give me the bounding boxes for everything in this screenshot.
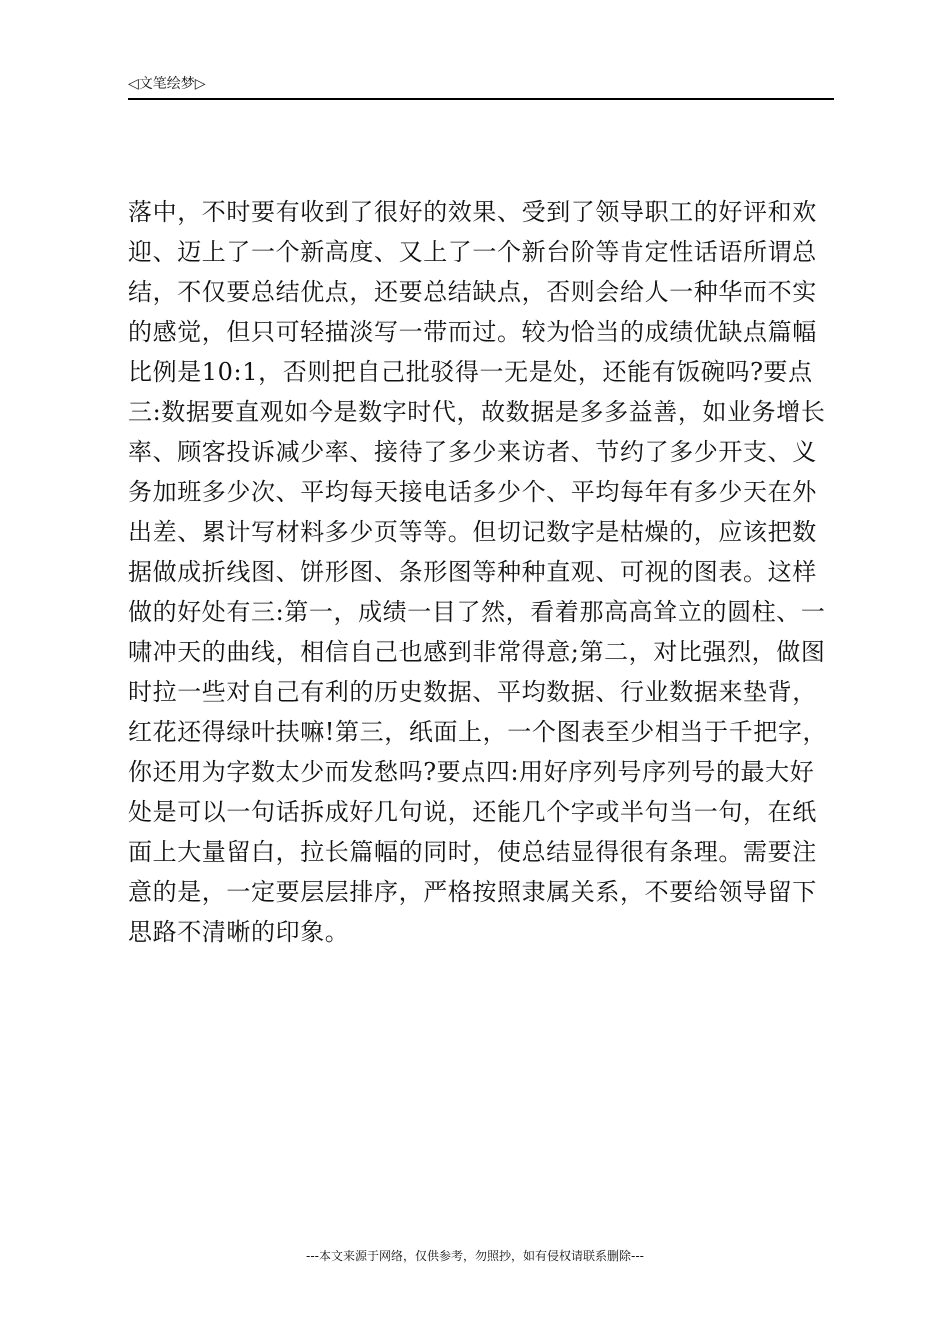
page-header <box>128 74 834 100</box>
footer-notice: ---本文来源于网络，仅供参考，勿照抄，如有侵权请联系删除--- <box>306 1249 644 1263</box>
body-paragraph: 落中，不时要有收到了很好的效果、受到了领导职工的好评和欢迎、迈上了一个新高度、又上了一个新台阶等肯定性话语所谓总结，不仅要总结优点，还要总结缺点，否则会给人一种华而不实的感觉，但只可轻描淡写一带而过。较为恰当的成绩优缺点篇幅比例是10:1，否则把自己批驳得一无是处，还能有饭碗吗?要点三:数据要直观如今是数字时代，故数据是多多益善，如业务增长率、顾客投诉减少率、接待了多少来访者、节约了多少开支、义务加班多少次、平均每天接电话多少个、平均每年有多少天在外出差、累计写材料多少页等等。但切记数字是枯燥的，应该把数据做成折线图、饼形图、条形图等种种直观、可视的图表。这样做的好处有三:第一，成绩一目了然，看着那高高耸立的圆柱、一啸冲天的曲线，相信自己也感到非常得意;第二，对比强烈，做图时拉一些对自己有利的历史数据、平均数据、行业数据来垫背，红花还得绿叶扶嘛!第三，纸面上，一个图表至少相当于千把字，你还用为字数太少而发愁吗?要点四:用好序列号序列号的最大好处是可以一句话拆成好几句说，还能几个字或半句当一句，在纸面上大量留白，拉长篇幅的同时，使总结显得很有条理。需要注意的是，一定要层层排序，严格按照隶属关系，不要给领导留下思路不清晰的印象。 <box>128 198 828 946</box>
header-label: ◁文笔绘梦▷ <box>128 76 206 92</box>
